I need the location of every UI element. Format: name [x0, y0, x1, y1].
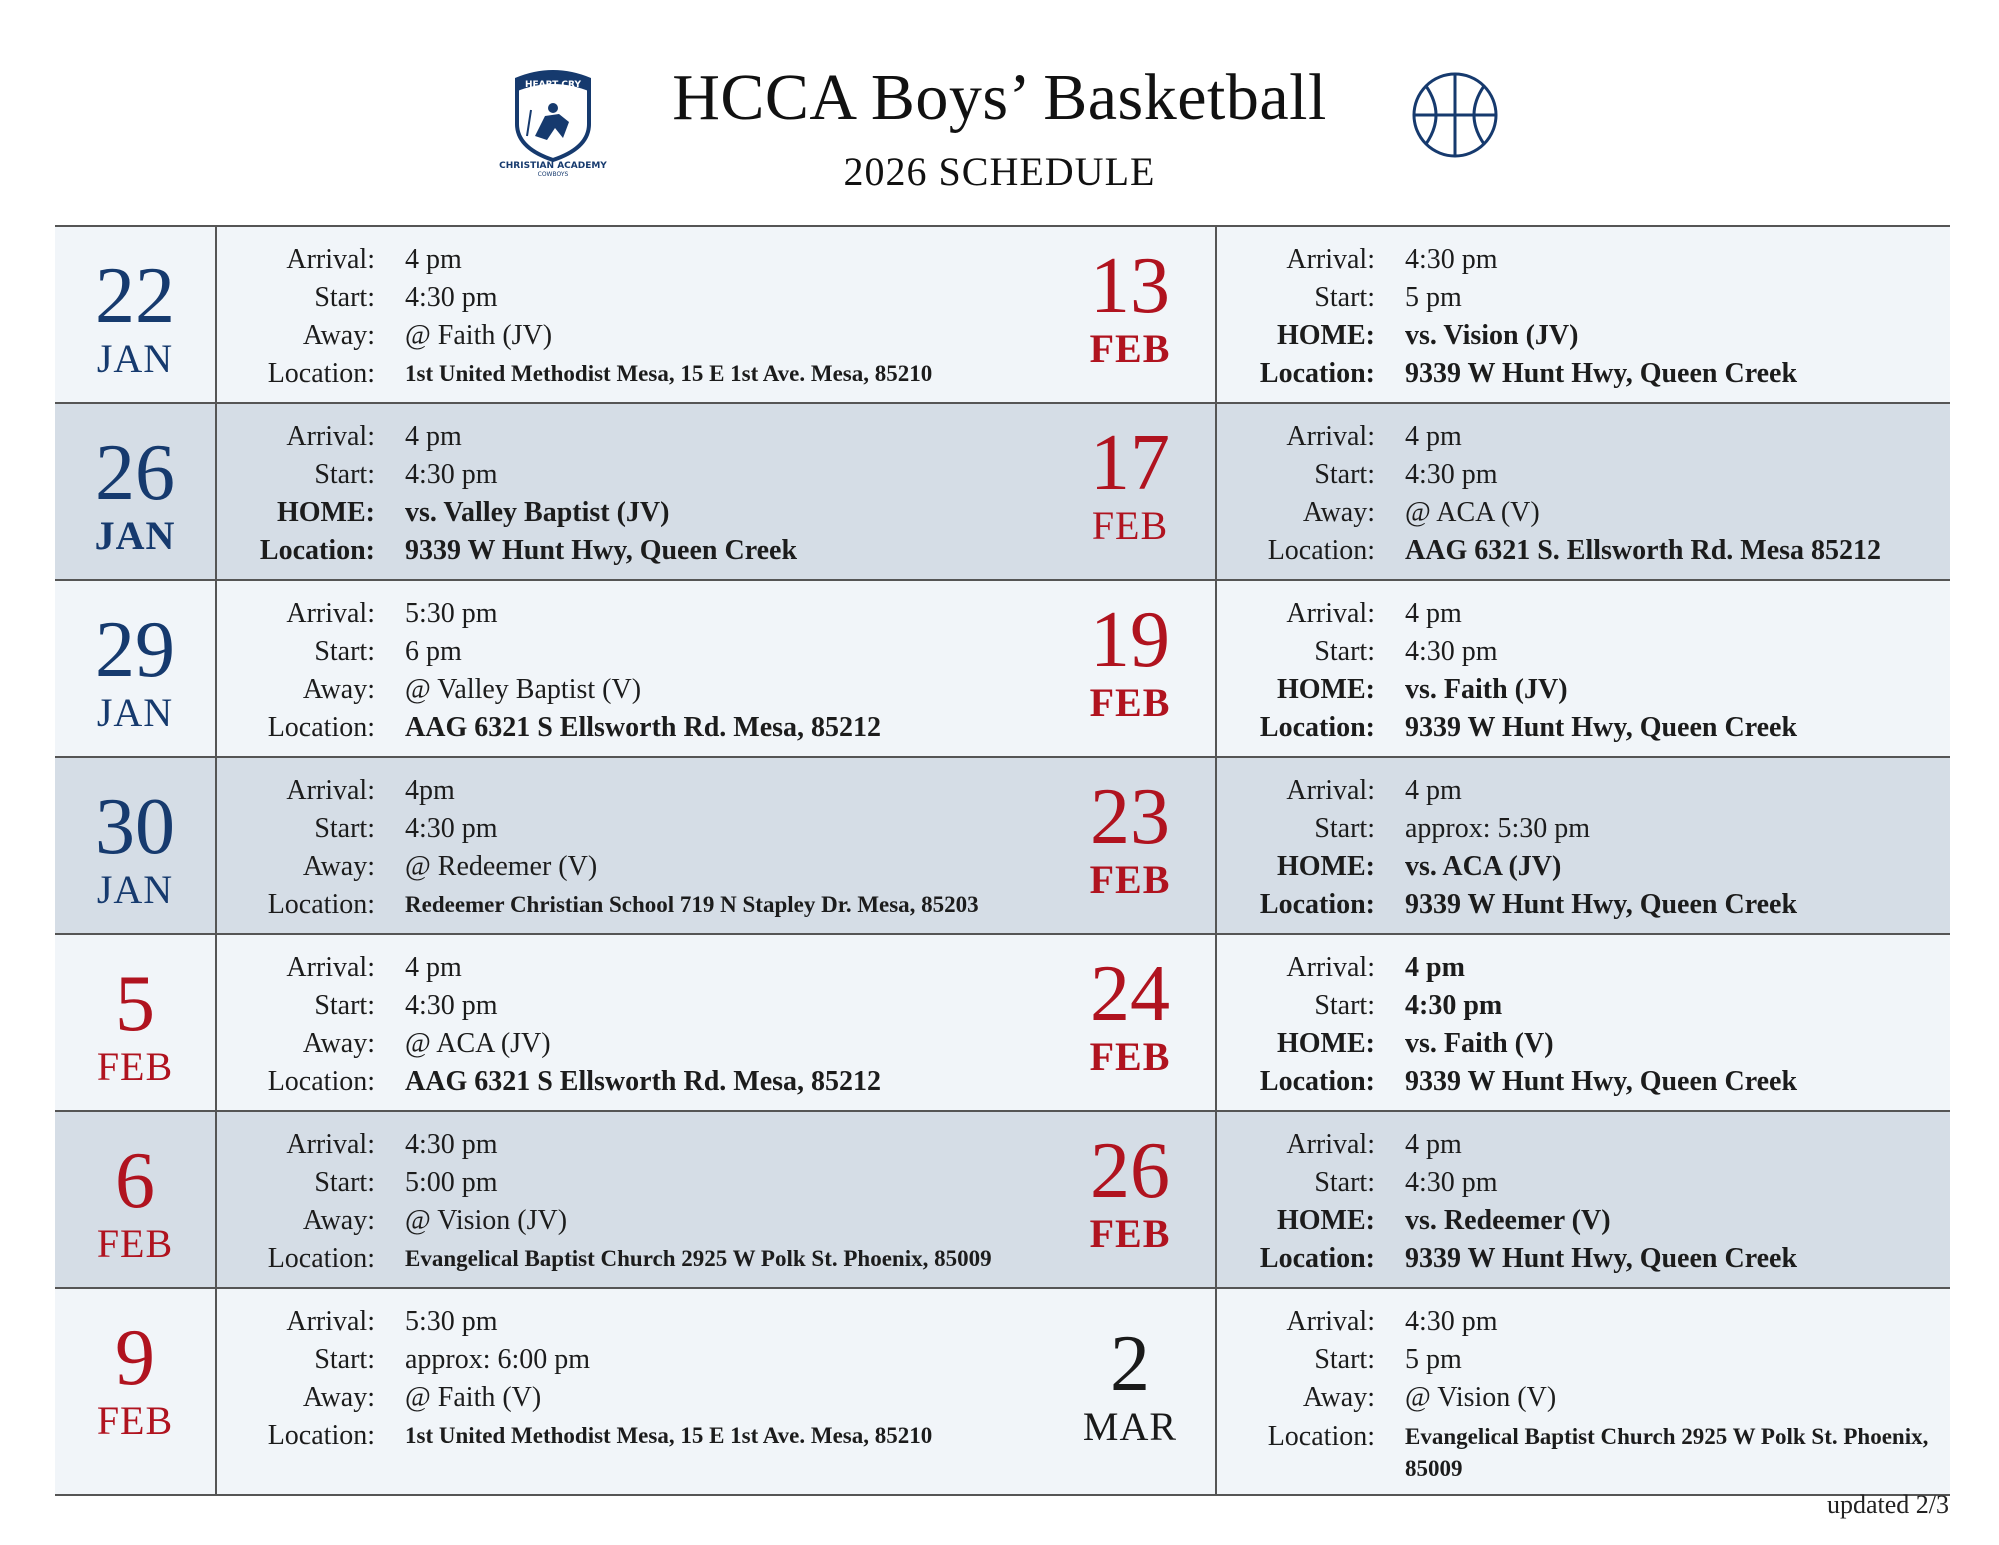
divider: [215, 1112, 217, 1287]
start-label: Start:: [314, 813, 375, 844]
arrival-time: 4 pm: [1405, 598, 1462, 629]
game-date: [1055, 950, 1205, 1079]
start-label: Start:: [1314, 990, 1375, 1021]
opponent: vs. Redeemer (V): [1405, 1205, 1611, 1236]
arrival-time: 4:30 pm: [1405, 244, 1498, 275]
location: 9339 W Hunt Hwy, Queen Creek: [1405, 889, 1798, 920]
arrival-label: Arrival:: [286, 598, 375, 629]
location-label: Location:: [267, 712, 375, 743]
game-date: [1055, 1127, 1205, 1256]
game-date: [55, 960, 215, 1089]
date-day: 6: [115, 1137, 155, 1225]
arrival-label: Arrival:: [286, 1306, 375, 1337]
location: Redeemer Christian School 719 N Stapley Dr. Mesa, 85203: [405, 892, 979, 917]
game-date: [1055, 1320, 1205, 1449]
date-day: 22: [95, 252, 175, 340]
game-type-label: Away:: [302, 320, 375, 351]
divider: [1215, 1289, 1217, 1494]
date-month: JAN: [94, 513, 176, 558]
arrival-time: 4:30 pm: [405, 1129, 498, 1160]
game-details: [225, 418, 1055, 570]
game-type-label: HOME:: [1277, 674, 1375, 705]
divider: [1215, 227, 1217, 402]
date-day: 9: [115, 1314, 155, 1402]
game-type-label: Away:: [302, 674, 375, 705]
divider: [1215, 581, 1217, 756]
start-label: Start:: [1314, 1344, 1375, 1375]
start-time: approx: 6:00 pm: [405, 1344, 591, 1375]
start-time: 5 pm: [1405, 282, 1462, 313]
game-type-label: Away:: [302, 1382, 375, 1413]
location: 9339 W Hunt Hwy, Queen Creek: [1405, 358, 1798, 389]
header: [0, 0, 1999, 210]
game-details: [1225, 241, 1940, 393]
date-month: FEB: [96, 1398, 174, 1443]
divider: [215, 581, 217, 756]
game-details: [225, 595, 1055, 747]
game-details: [1225, 772, 1940, 924]
start-time: 4:30 pm: [405, 282, 498, 313]
game-details: [225, 1126, 1055, 1278]
start-label: Start:: [314, 636, 375, 667]
schedule-row: [55, 1110, 1950, 1287]
game-date: [55, 606, 215, 735]
schedule-row: [55, 1287, 1950, 1496]
location-label: Location:: [1267, 1421, 1375, 1452]
location-label: Location:: [1267, 535, 1375, 566]
opponent: vs. Faith (V): [1405, 1028, 1554, 1059]
divider: [215, 935, 217, 1110]
arrival-time: 4pm: [405, 775, 455, 806]
opponent: @ ACA (V): [1405, 497, 1540, 528]
svg-text:HEART CRY: HEART CRY: [524, 80, 582, 90]
game-type-label: Away:: [302, 1205, 375, 1236]
arrival-label: Arrival:: [286, 952, 375, 983]
game-date: [55, 1137, 215, 1266]
date-day: 2: [1110, 1320, 1150, 1408]
divider: [215, 404, 217, 579]
start-time: 4:30 pm: [405, 813, 498, 844]
opponent: vs. Faith (JV): [1405, 674, 1568, 705]
date-day: 13: [1090, 242, 1170, 330]
schedule-row: [55, 225, 1950, 402]
updated-note: updated 2/3: [1826, 1490, 1949, 1519]
game-type-label: HOME:: [277, 497, 375, 528]
date-month: FEB: [96, 1221, 174, 1266]
start-time: 4:30 pm: [1405, 459, 1498, 490]
date-month: FEB: [1089, 857, 1171, 902]
opponent: vs. Vision (JV): [1405, 320, 1579, 351]
date-month: FEB: [1089, 680, 1171, 725]
location: AAG 6321 S Ellsworth Rd. Mesa, 85212: [405, 712, 882, 743]
divider: [1215, 758, 1217, 933]
game-date: [55, 1314, 215, 1443]
game-details: [225, 772, 1055, 924]
location-label: Location:: [267, 1420, 375, 1451]
game-details: [1225, 595, 1940, 747]
arrival-time: 4 pm: [1405, 775, 1462, 806]
game-type-label: HOME:: [1277, 851, 1375, 882]
opponent: @ Faith (V): [405, 1382, 542, 1413]
opponent: @ Vision (V): [1405, 1382, 1557, 1413]
location: 9339 W Hunt Hwy, Queen Creek: [1405, 712, 1798, 743]
start-time: 6 pm: [405, 636, 462, 667]
game-type-label: Away:: [302, 851, 375, 882]
page-title: HCCA Boys’ Basketball: [672, 61, 1327, 134]
schedule-row: [55, 933, 1950, 1110]
divider: [1215, 404, 1217, 579]
opponent: vs. ACA (JV): [1405, 851, 1562, 882]
arrival-time: 5:30 pm: [405, 1306, 498, 1337]
arrival-label: Arrival:: [1286, 775, 1375, 806]
game-details: [1225, 1303, 1940, 1491]
date-day: 17: [1090, 419, 1170, 507]
date-month: FEB: [1089, 326, 1171, 371]
start-label: Start:: [314, 990, 375, 1021]
start-label: Start:: [1314, 1167, 1375, 1198]
start-time: 5:00 pm: [405, 1167, 498, 1198]
schedule-row: [55, 756, 1950, 933]
location-label: Location:: [1259, 889, 1375, 920]
date-day: 26: [95, 429, 175, 517]
divider: [215, 227, 217, 402]
location: 1st United Methodist Mesa, 15 E 1st Ave. Mesa, 85210: [405, 1423, 933, 1448]
game-type-label: HOME:: [1277, 1205, 1375, 1236]
location-label: Location:: [1259, 1066, 1375, 1097]
game-details: [225, 1303, 1055, 1455]
schedule-table: [55, 225, 1950, 1496]
opponent: @ Redeemer (V): [405, 851, 598, 882]
location: 9339 W Hunt Hwy, Queen Creek: [405, 535, 798, 566]
game-date: [1055, 596, 1205, 725]
arrival-time: 4 pm: [405, 244, 462, 275]
start-time: approx: 5:30 pm: [1405, 813, 1591, 844]
start-label: Start:: [1314, 813, 1375, 844]
game-date: [55, 783, 215, 912]
game-date: [55, 252, 215, 381]
start-label: Start:: [1314, 282, 1375, 313]
arrival-label: Arrival:: [286, 1129, 375, 1160]
arrival-time: 4:30 pm: [1405, 1306, 1498, 1337]
date-day: 19: [1090, 596, 1170, 684]
opponent: @ Valley Baptist (V): [405, 674, 642, 705]
opponent: @ Faith (JV): [405, 320, 553, 351]
schedule-row: [55, 402, 1950, 579]
date-day: 23: [1090, 773, 1170, 861]
location-label: Location:: [267, 1066, 375, 1097]
start-label: Start:: [314, 282, 375, 313]
arrival-time: 4 pm: [405, 952, 462, 983]
start-label: Start:: [314, 1167, 375, 1198]
start-label: Start:: [314, 1344, 375, 1375]
date-day: 29: [95, 606, 175, 694]
arrival-label: Arrival:: [286, 421, 375, 452]
date-month: MAR: [1082, 1404, 1178, 1449]
location: Evangelical Baptist Church 2925 W Polk St. Phoenix, 85009: [1405, 1424, 1929, 1481]
location: AAG 6321 S Ellsworth Rd. Mesa, 85212: [405, 1066, 882, 1097]
start-label: Start:: [1314, 636, 1375, 667]
arrival-label: Arrival:: [1286, 1129, 1375, 1160]
divider: [1215, 935, 1217, 1110]
date-month: JAN: [96, 336, 174, 381]
game-details: [225, 241, 1055, 393]
opponent: @ ACA (JV): [405, 1028, 551, 1059]
location: 9339 W Hunt Hwy, Queen Creek: [1405, 1066, 1798, 1097]
arrival-time: 5:30 pm: [405, 598, 498, 629]
arrival-label: Arrival:: [286, 775, 375, 806]
start-time: 4:30 pm: [1405, 1167, 1498, 1198]
game-date: [55, 429, 215, 558]
game-type-label: Away:: [1302, 1382, 1375, 1413]
location: Evangelical Baptist Church 2925 W Polk St. Phoenix, 85009: [405, 1246, 992, 1271]
game-type-label: Away:: [1302, 497, 1375, 528]
location-label: Location:: [1259, 358, 1375, 389]
game-date: [1055, 419, 1205, 548]
svg-text:COWBOYS: COWBOYS: [537, 171, 569, 176]
date-day: 24: [1090, 950, 1170, 1038]
arrival-label: Arrival:: [1286, 952, 1375, 983]
arrival-time: 4 pm: [405, 421, 462, 452]
date-month: FEB: [1091, 503, 1169, 548]
arrival-label: Arrival:: [286, 244, 375, 275]
location-label: Location:: [259, 535, 375, 566]
game-type-label: HOME:: [1277, 1028, 1375, 1059]
arrival-label: Arrival:: [1286, 244, 1375, 275]
start-time: 4:30 pm: [1405, 636, 1498, 667]
location-label: Location:: [267, 358, 375, 389]
start-label: Start:: [314, 459, 375, 490]
date-day: 30: [95, 783, 175, 871]
location-label: Location:: [267, 889, 375, 920]
date-month: FEB: [1089, 1211, 1171, 1256]
date-month: JAN: [96, 690, 174, 735]
arrival-time: 4 pm: [1405, 952, 1465, 983]
date-month: FEB: [1089, 1034, 1171, 1079]
game-details: [1225, 1126, 1940, 1278]
game-date: [1055, 773, 1205, 902]
location: AAG 6321 S. Ellsworth Rd. Mesa 85212: [1405, 535, 1882, 566]
location-label: Location:: [267, 1243, 375, 1274]
opponent: vs. Valley Baptist (JV): [405, 497, 670, 528]
start-time: 4:30 pm: [405, 990, 498, 1021]
location: 9339 W Hunt Hwy, Queen Creek: [1405, 1243, 1798, 1274]
game-details: [1225, 418, 1940, 570]
arrival-label: Arrival:: [1286, 598, 1375, 629]
game-details: [225, 949, 1055, 1101]
start-label: Start:: [1314, 459, 1375, 490]
start-time: 4:30 pm: [405, 459, 498, 490]
divider: [1215, 1112, 1217, 1287]
opponent: @ Vision (JV): [405, 1205, 568, 1236]
game-type-label: HOME:: [1277, 320, 1375, 351]
date-day: 26: [1090, 1127, 1170, 1215]
location-label: Location:: [1259, 1243, 1375, 1274]
date-month: FEB: [96, 1044, 174, 1089]
game-date: [1055, 242, 1205, 371]
arrival-label: Arrival:: [1286, 1306, 1375, 1337]
arrival-time: 4 pm: [1405, 1129, 1462, 1160]
start-time: 5 pm: [1405, 1344, 1462, 1375]
schedule-row: [55, 579, 1950, 756]
game-details: [1225, 949, 1940, 1101]
location-label: Location:: [1259, 712, 1375, 743]
svg-text:CHRISTIAN ACADEMY: CHRISTIAN ACADEMY: [499, 161, 607, 171]
date-day: 5: [115, 960, 155, 1048]
arrival-time: 4 pm: [1405, 421, 1462, 452]
divider: [215, 1289, 217, 1494]
date-month: JAN: [96, 867, 174, 912]
divider: [215, 758, 217, 933]
game-type-label: Away:: [302, 1028, 375, 1059]
arrival-label: Arrival:: [1286, 421, 1375, 452]
start-time: 4:30 pm: [1405, 990, 1503, 1021]
page-subtitle: 2026 SCHEDULE: [843, 149, 1156, 194]
basketball-icon: [1410, 70, 1500, 160]
location: 1st United Methodist Mesa, 15 E 1st Ave. Mesa, 85210: [405, 361, 933, 386]
